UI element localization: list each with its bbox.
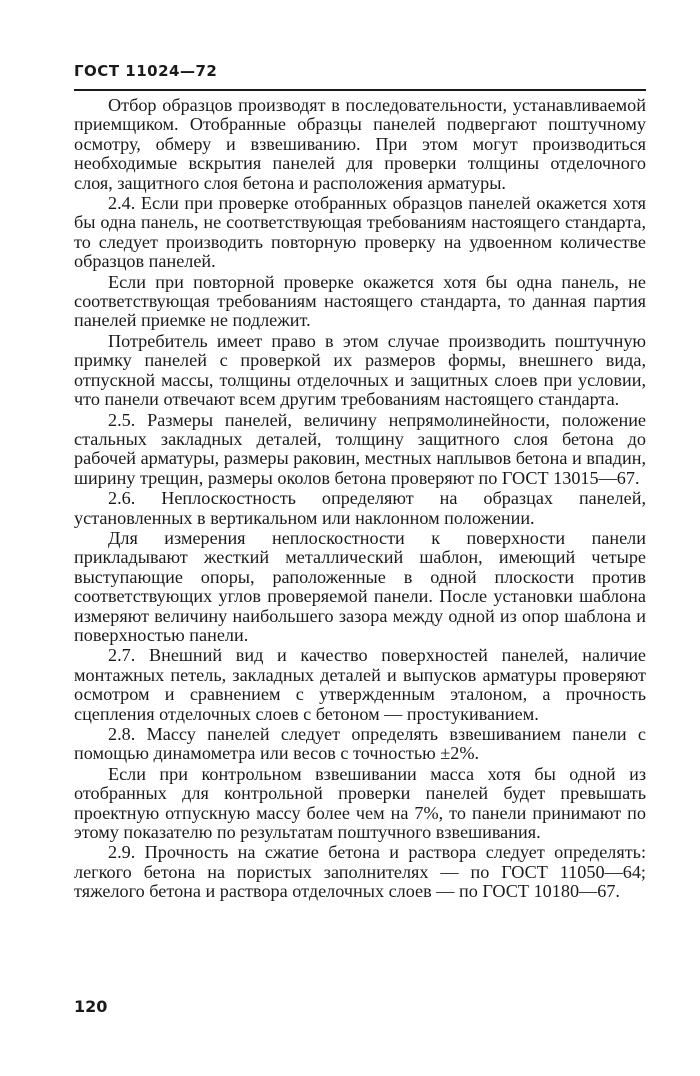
paragraph-2-5: 2.5. Размеры панелей, величину непрямолинейности, положение стальных закладных деталей, толщину защитного слоя бетона до рабочей арматуры, размеры раковин, местных наплывов бетона и впадин, ширину трещин, размеры околов бетона проверяют по ГОСТ 13015—67. [74,409,646,488]
page-header-standard-number: ГОСТ 11024—72 [74,62,218,80]
paragraph-weighing: Если при контрольном взвешивании масса хотя бы одной из отобранных для контрольной проверки панелей будет превышать проектную отпускную массу более чем на 7%, то панели принимают по этому показателю по результатам поштучного взвешивания. [74,763,646,843]
paragraph-2-6: 2.6. Неплоскостность определяют на образцах панелей, установленных в вертикальном или наклонном положении. [74,488,646,528]
header-rule [74,89,646,91]
paragraph-repeat-check: Если при повторной проверке окажется хотя бы одна панель, не соответствующая требованиям настоящего стандарта, то данная партия панелей приемке не подлежит. [74,271,646,331]
paragraph-2-8: 2.8. Массу панелей следует определять взвешиванием панели с помощью динамометра или весов с точностью ±2%. [74,724,646,764]
page-number: 120 [74,997,108,1016]
paragraph-2-9: 2.9. Прочность на сжатие бетона и раствора следует определять: легкого бетона на пористых заполнителях — по ГОСТ 11050—64; тяжелого бетона и раствора отделочных слоев — по ГОСТ 10180—67. [74,842,646,902]
paragraph-sampling: Отбор образцов производят в последовательности, устанавливаемой приемщиком. Отобранные образцы панелей подвергают поштучному осмотру, обмеру и взвешиванию. При этом могут производиться необходимые вскрытия панелей для проверки толщины отделочного слоя, защитного слоя бетона и расположения арматуры. [74,95,646,193]
paragraph-flatness-measure: Для измерения неплоскостности к поверхности панели прикладывают жесткий металлический шаблон, имеющий четыре выступающие опоры, раположенные в одной плоскости против соответствующих углов проверяемой панели. После установки шаблона измеряют величину наибольшего зазора между одной из опор шаблона и поверхностью панели. [74,527,646,645]
paragraph-2-4: 2.4. Если при проверке отобранных образцов панелей окажется хотя бы одна панель, не соответствующая требованиям настоящего стандарта, то следует производить повторную проверку на удвоенном количестве образцов панелей. [74,193,646,272]
paragraph-consumer-right: Потребитель имеет право в этом случае производить поштучную примку панелей с проверкой их размеров формы, внешнего вида, отпускной массы, толщины отделочных и защитных слоев при условии, что панели отвечают всем другим требованиям настоящего стандарта. [74,330,646,410]
paragraph-2-7: 2.7. Внешний вид и качество поверхностей панелей, наличие монтажных петель, закладных деталей и выпусков арматуры проверяют осмотром и сравнением с утвержденным эталоном, а прочность сцепления отделочных слоев с бетоном — простукиванием. [74,645,646,724]
document-body [74,96,646,903]
